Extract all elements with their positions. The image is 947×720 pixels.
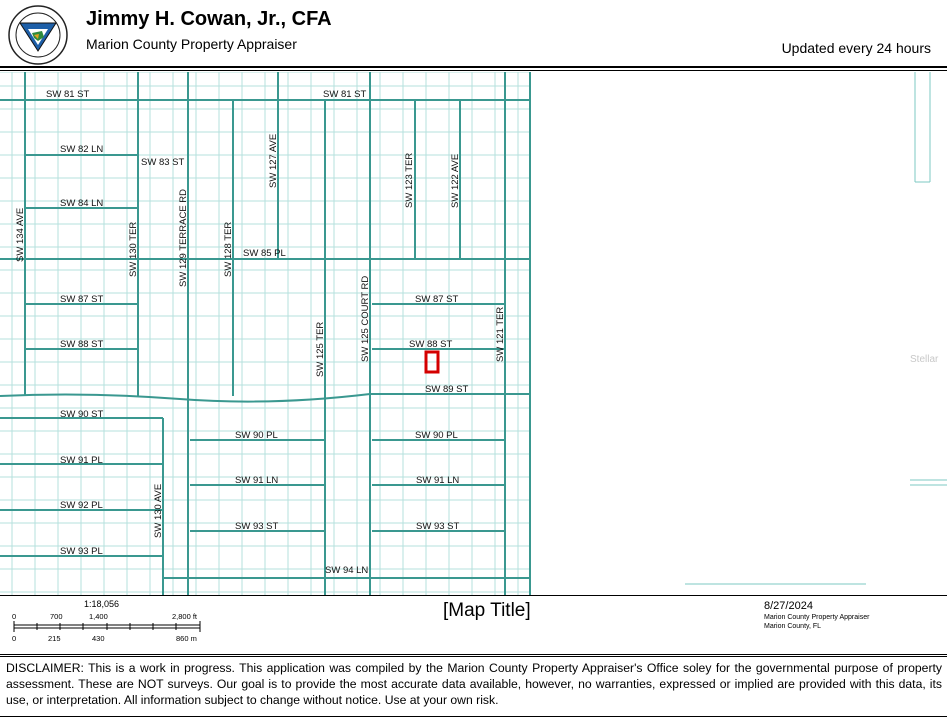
- header-divider-thin: [0, 70, 947, 71]
- street-label: SW 91 LN: [235, 475, 279, 486]
- page-bottom-border: [0, 716, 947, 717]
- street-label: SW 93 ST: [235, 521, 279, 532]
- scale-m-label: 430: [92, 634, 105, 643]
- print-date: 8/27/2024: [764, 600, 813, 612]
- street-label: SW 91 LN: [416, 475, 460, 486]
- street-label: SW 88 ST: [60, 339, 104, 350]
- scale-ft-label: 0: [12, 612, 17, 621]
- credit-line: Marion County, FL: [764, 623, 822, 630]
- street-label: SW 89 ST: [425, 384, 469, 395]
- street-label: SW 83 ST: [141, 157, 185, 168]
- scale-ratio: 1:18,056: [84, 599, 120, 609]
- street-label: SW 130 TER: [128, 221, 139, 277]
- scale-ft-label: 1,400: [89, 612, 108, 621]
- office-name: Marion County Property Appraiser: [86, 36, 297, 52]
- footer-divider-thin: [0, 656, 947, 657]
- street-label: SW 90 PL: [235, 430, 278, 441]
- street-label: SW 121 TER: [495, 306, 506, 362]
- street-label: SW 128 TER: [223, 221, 234, 277]
- street-label: SW 88 ST: [409, 339, 453, 350]
- street-label: SW 130 AVE: [153, 483, 164, 538]
- parcel-map[interactable]: [0, 72, 947, 595]
- street-label: SW 90 PL: [415, 430, 458, 441]
- street-label: SW 127 AVE: [268, 133, 279, 188]
- credit-line: Marion County Property Appraiser: [764, 614, 870, 621]
- map-title: [Map Title]: [443, 600, 531, 621]
- scale-ft-label: 2,800 ft: [172, 612, 198, 621]
- street-label: SW 84 LN: [60, 198, 104, 209]
- appraiser-name: Jimmy H. Cowan, Jr., CFA: [86, 8, 332, 30]
- street-label: SW 92 PL: [60, 500, 103, 511]
- street-label: SW 125 TER: [315, 321, 326, 377]
- street-label: SW 93 PL: [60, 546, 103, 557]
- street-label: SW 90 ST: [60, 409, 104, 420]
- street-label: SW 93 ST: [416, 521, 460, 532]
- street-label: SW 87 ST: [415, 294, 459, 305]
- scale-bar: [0, 606, 230, 646]
- property-appraiser-seal-logo[interactable]: [8, 5, 68, 65]
- street-label: SW 94 LN: [325, 565, 369, 576]
- scale-m-label: 860 m: [176, 634, 197, 643]
- scale-ft-label: 700: [50, 612, 63, 621]
- footer-divider: [0, 654, 947, 655]
- street-label: SW 87 ST: [60, 294, 104, 305]
- header: [0, 0, 947, 66]
- disclaimer-text: DISCLAIMER: This is a work in progress. This application was compiled by the Marion County Property Appraiser's Office soley for the governmental purpose of property assessment. These are NOT surveys. Our goal is to provide the most accurate data available, however, no warranties, expressed or implied are provided with this data, its use, or interpretation. All information subject to change without notice. Use at your own risk.: [6, 661, 942, 707]
- street-label: SW 122 AVE: [450, 153, 461, 208]
- street-label: SW 81 ST: [323, 89, 367, 100]
- street-label: SW 129 TERRACE RD: [178, 188, 189, 287]
- map-footer: [0, 596, 947, 654]
- street-label: SW 82 LN: [60, 144, 104, 155]
- update-frequency: Updated every 24 hours: [781, 40, 931, 56]
- street-label: SW 91 PL: [60, 455, 103, 466]
- street-label: SW 134 AVE: [15, 207, 26, 262]
- street-label: SW 85 PL: [243, 248, 286, 259]
- street-label: SW 81 ST: [46, 89, 90, 100]
- watermark: Stellar: [910, 354, 939, 365]
- street-label: SW 123 TER: [404, 152, 415, 208]
- scale-m-label: 0: [12, 634, 17, 643]
- map-canvas[interactable]: [0, 72, 947, 595]
- header-divider: [0, 66, 947, 68]
- street-label: SW 125 COURT RD: [360, 275, 371, 362]
- scale-m-label: 215: [48, 634, 61, 643]
